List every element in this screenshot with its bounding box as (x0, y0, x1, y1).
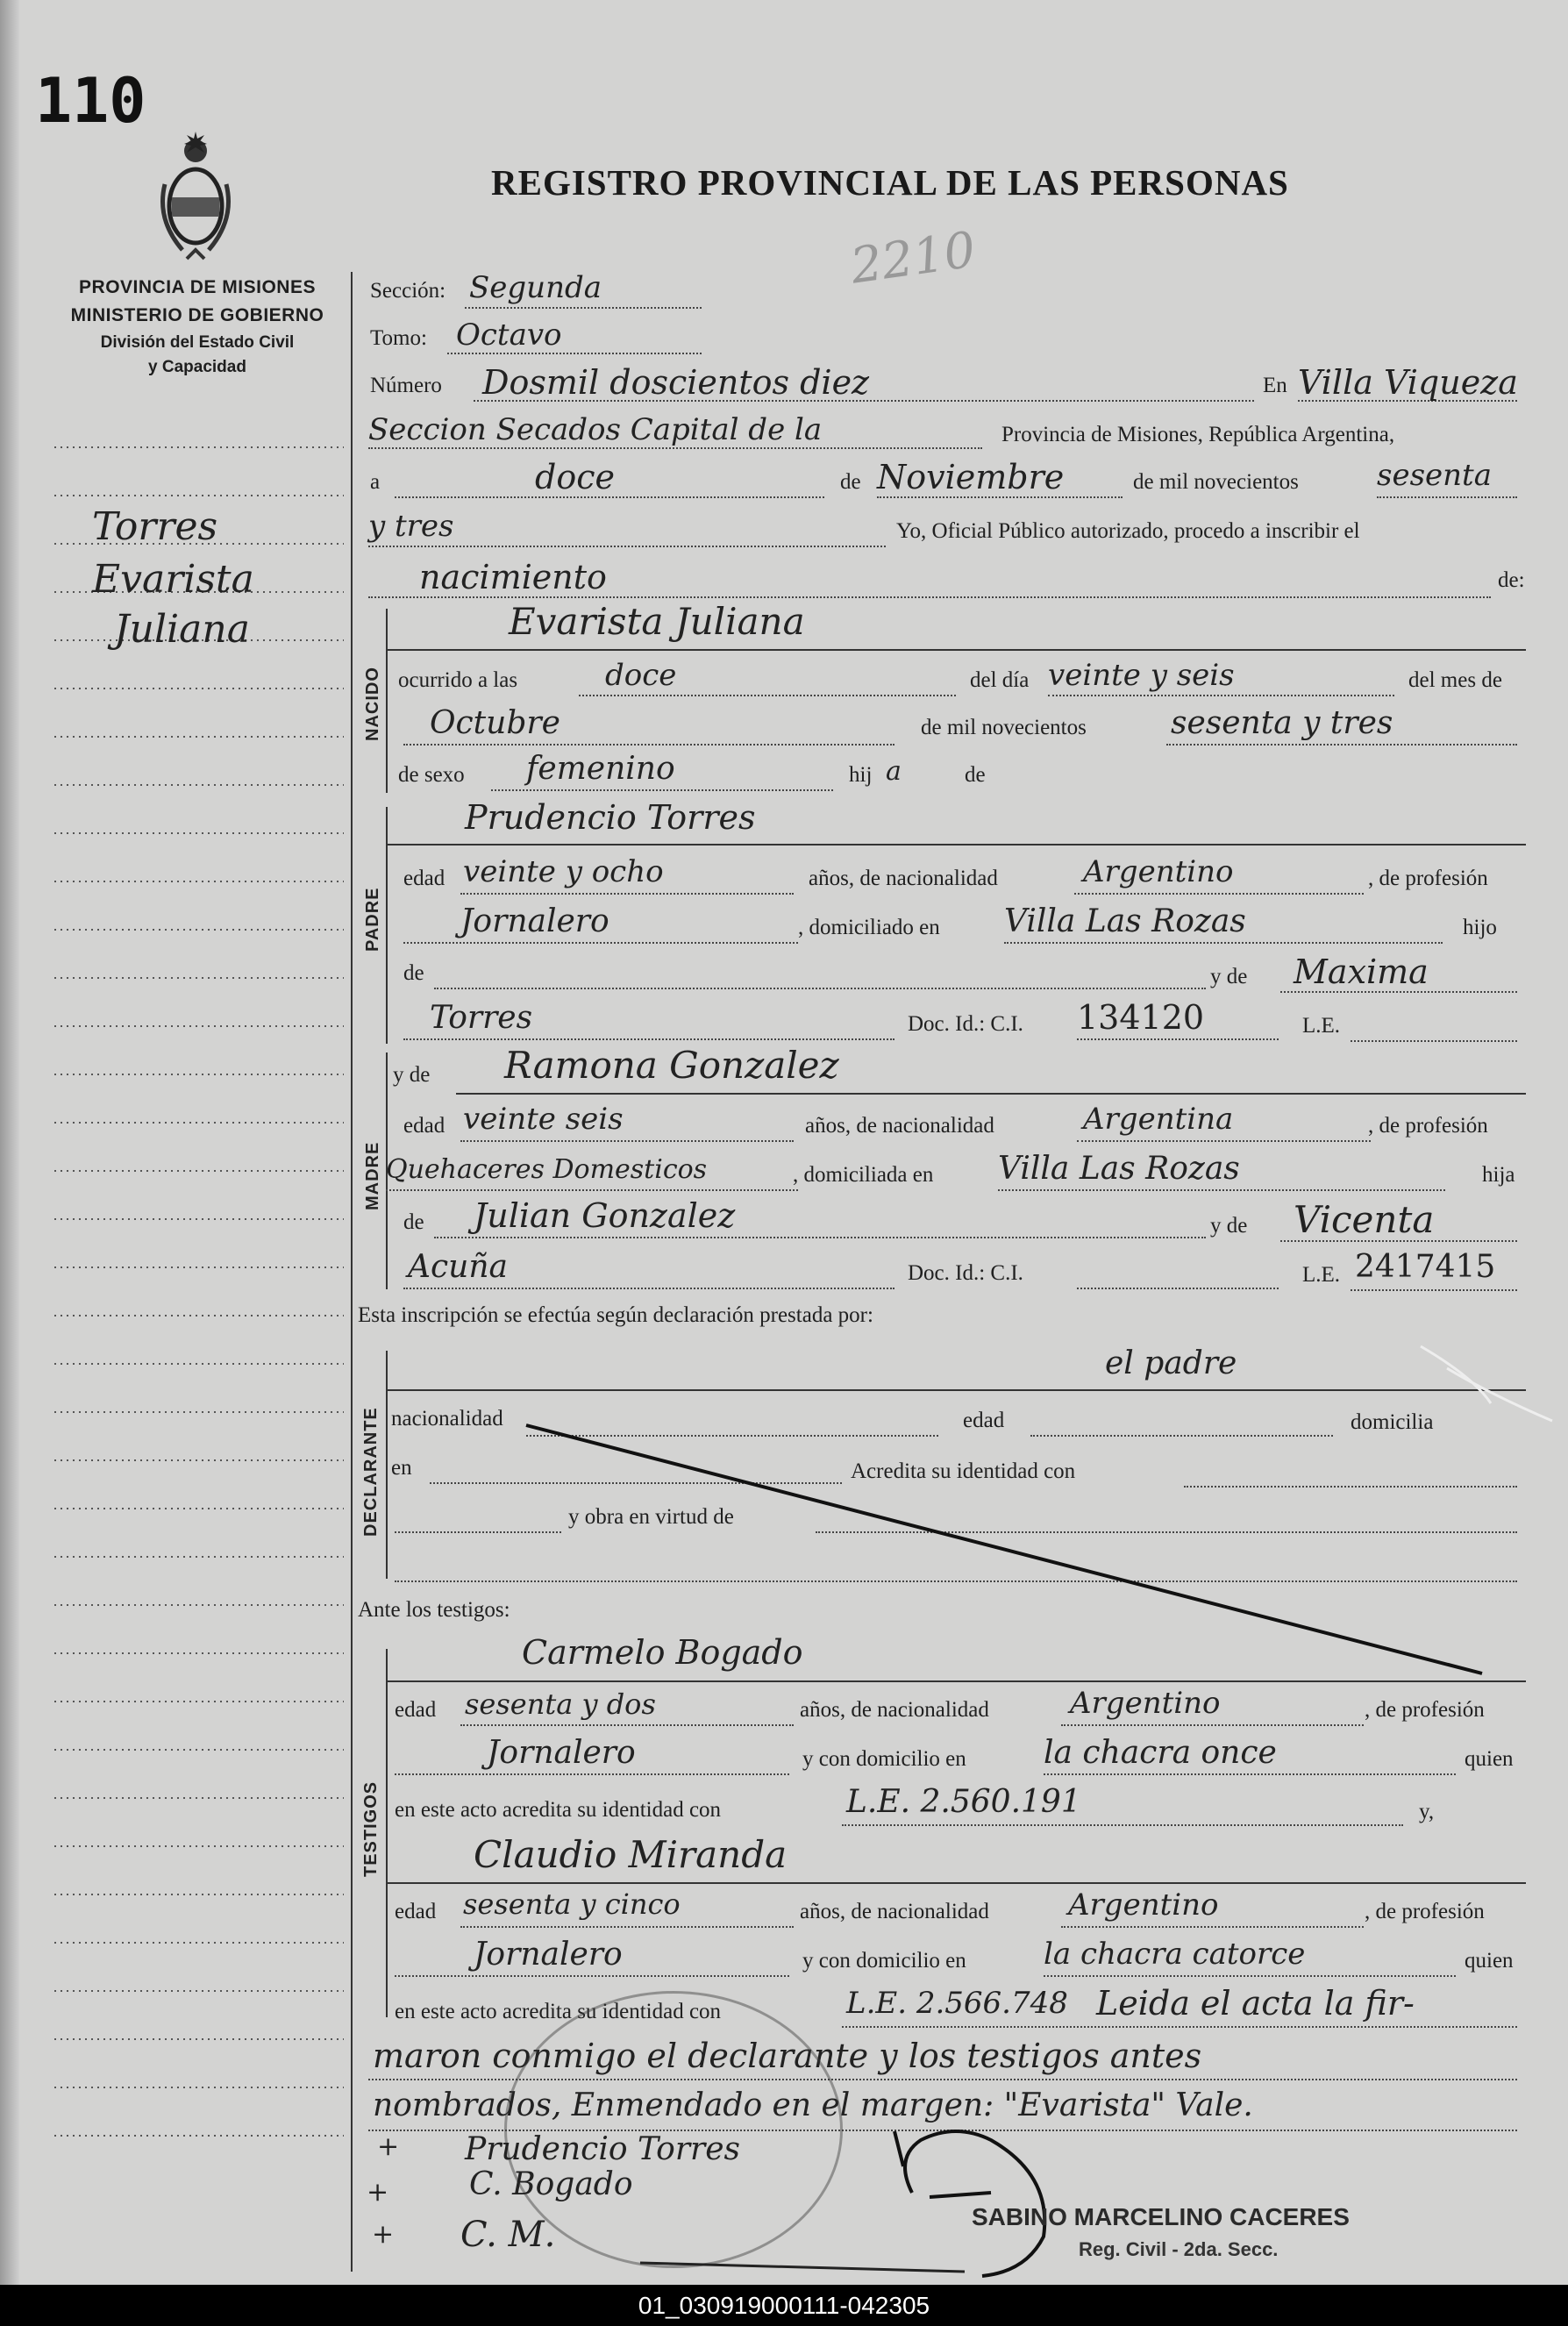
t1-y-label: y, (1419, 1800, 1435, 1823)
padre-hijo-label: hijo (1463, 916, 1497, 939)
hora-value: doce (605, 658, 677, 693)
en-label: En (1263, 374, 1287, 397)
hijo-value: a (886, 756, 902, 787)
anio-label: de mil novecientos (921, 716, 1087, 739)
decl-acredita-label: Acredita su identidad con (851, 1459, 1076, 1483)
closing-line-3: nombrados, Enmendado en el margen: "Evarista" Vale. (373, 2087, 1253, 2123)
madre-nac-label: años, de nacionalidad (805, 1114, 994, 1138)
madre-edad-value: veinte seis (463, 1102, 624, 1137)
declarante-side-title: DECLARANTE (361, 1407, 381, 1537)
signature-witness-2: C. M. (460, 2215, 556, 2255)
tomo-value: Octavo (456, 318, 562, 353)
t2-dom-value: la chacra catorce (1044, 1937, 1306, 1972)
madre-name: Ramona Gonzalez (504, 1044, 839, 1087)
signature-mark-2: + (367, 2177, 389, 2208)
t1-acr-label: en este acto acredita su identidad con (395, 1798, 722, 1822)
closing-line-1: Leida el acta la fir- (1096, 1984, 1415, 2023)
padre-madre-value: Maxima (1294, 953, 1429, 991)
t1-dom-value: la chacra once (1044, 1735, 1277, 1771)
decl-en-label: en (391, 1456, 412, 1480)
padre-apellido-value: Torres (430, 1000, 533, 1036)
dia-value: veinte y seis (1048, 658, 1235, 693)
padre-edad-label: edad (403, 867, 445, 890)
padre-le-label: L.E. (1302, 1014, 1341, 1038)
decl-edad-label: edad (963, 1409, 1005, 1432)
page-number: 110 (35, 65, 146, 137)
padre-doc-label: Doc. Id.: C.I. (908, 1012, 1023, 1036)
t1-quien-label: quien (1465, 1747, 1514, 1771)
t2-prof-label: , de profesión (1365, 1900, 1485, 1923)
declarante-name: el padre (1105, 1345, 1237, 1381)
agency-division: División del Estado Civil (100, 333, 295, 352)
decl-nac-label: nacionalidad (391, 1407, 503, 1431)
t1-nac-value: Argentino (1070, 1686, 1221, 1721)
margin-name-2: Juliana (114, 607, 250, 652)
sexo-value: femenino (526, 751, 675, 787)
year-value: sesenta (1377, 458, 1492, 493)
madre-dom-value: Villa Las Rozas (998, 1151, 1240, 1187)
t2-nac-value: Argentino (1068, 1887, 1219, 1923)
a-label: a (370, 470, 381, 494)
padre-edad-value: veinte y ocho (463, 854, 664, 889)
tomo-label: Tomo: (370, 326, 427, 350)
closing-line-2: maron conmigo el declarante y los testigos antes (373, 2037, 1202, 2075)
t1-edad-value: sesenta y dos (465, 1687, 656, 1721)
nacido-side-title: NACIDO (363, 667, 382, 741)
t1-dom-label: y con domicilio en (802, 1747, 966, 1771)
t1-doc-value: L.E. 2.560.191 (846, 1784, 1081, 1820)
hijo-de-label: de (965, 763, 986, 787)
t2-dom-label: y con domicilio en (802, 1949, 966, 1973)
padre-prof-value: Jornalero (460, 903, 609, 939)
padre-side-title: PADRE (363, 887, 382, 952)
padre-name: Prudencio Torres (465, 798, 756, 837)
place-value: Seccion Secados Capital de la (368, 412, 823, 447)
madre-edad-label: edad (403, 1114, 445, 1138)
t1-prof-value: Jornalero (487, 1735, 636, 1771)
signature-witness-1: C. Bogado (469, 2166, 633, 2202)
de-label: de (840, 470, 861, 494)
padre-doc-value: 134120 (1077, 998, 1205, 1037)
agency-capacity: y Capacidad (148, 358, 246, 376)
padre-nac-value: Argentino (1083, 854, 1234, 889)
madre-padre-value: Julian Gonzalez (474, 1196, 736, 1235)
margin-surname: Torres (92, 504, 218, 549)
agency-ministry: MINISTERIO DE GOBIERNO (70, 305, 324, 325)
document-title: REGISTRO PROVINCIAL DE LAS PERSONAS (491, 162, 1289, 203)
signature-mark-3: + (372, 2219, 395, 2250)
testigos-side-title: TESTIGOS (361, 1780, 381, 1877)
t2-acr-label: en este acto acredita su identidad con (395, 2000, 722, 2023)
dia-label: del día (970, 668, 1030, 692)
testigos-intro: Ante los testigos: (358, 1598, 510, 1622)
padre-yde-label: y de (1210, 965, 1248, 988)
madre-nac-value: Argentina (1083, 1102, 1234, 1137)
seccion-label: Sección: (370, 279, 446, 303)
decl-virtud-label: y obra en virtud de (568, 1505, 734, 1529)
decl-dom-label: domicilia (1351, 1410, 1434, 1434)
t1-edad-label: edad (395, 1698, 437, 1722)
en-value: Villa Viqueza (1298, 363, 1518, 402)
t1-name: Carmelo Bogado (522, 1633, 803, 1672)
month-value: Noviembre (877, 458, 1065, 496)
madre-prof-value: Quehaceres Domesticos (386, 1154, 708, 1185)
t2-nac-label: años, de nacionalidad (800, 1900, 989, 1923)
t2-prof-value: Jornalero (474, 1937, 623, 1973)
de-colon-label: de: (1498, 568, 1525, 592)
madre-doc-label: Doc. Id.: C.I. (908, 1261, 1023, 1285)
image-id-caption: 01_030919000111-042305 (0, 2285, 1568, 2326)
seccion-value: Segunda (469, 270, 602, 305)
acto-value: nacimiento (419, 558, 607, 596)
yo-label: Yo, Oficial Público autorizado, procedo a inscribir el (896, 519, 1360, 543)
numero-label: Número (370, 374, 442, 397)
padre-nac-label: años, de nacionalidad (809, 867, 998, 890)
t2-name: Claudio Miranda (474, 1833, 788, 1876)
signature-mark-1: + (377, 2131, 400, 2162)
madre-side-title: MADRE (363, 1141, 382, 1210)
stamp-official-name: SABINO MARCELINO CACERES (972, 2203, 1350, 2230)
t2-edad-label: edad (395, 1900, 437, 1923)
hijo-label: hij (849, 763, 873, 787)
a-value: doce (535, 458, 615, 496)
madre-yde2-label: y de (1210, 1214, 1248, 1238)
madre-dom-label: , domiciliada en (793, 1163, 934, 1187)
mil-label: de mil novecientos (1133, 470, 1299, 494)
mes-value: Octubre (430, 705, 560, 741)
numero-value: Dosmil doscientos diez (482, 363, 870, 402)
madre-le-value: 2417415 (1355, 1249, 1496, 1285)
madre-le-label: L.E. (1302, 1263, 1341, 1287)
madre-madre-value: Vicenta (1294, 1198, 1435, 1241)
padre-dom-label: , domiciliado en (798, 916, 940, 939)
t1-prof-label: , de profesión (1365, 1698, 1485, 1722)
anio-value: sesenta y tres (1171, 705, 1393, 741)
t1-nac-label: años, de nacionalidad (800, 1698, 989, 1722)
stamp-office: Reg. Civil - 2da. Secc. (1079, 2238, 1279, 2260)
madre-hija-label: hija (1482, 1163, 1515, 1187)
provincia-label: Provincia de Misiones, República Argentina, (1001, 423, 1395, 446)
year-value-2: y tres (368, 509, 454, 544)
mes-label: del mes de (1408, 668, 1502, 692)
declaracion-intro: Esta inscripción se efectúa según declaración prestada por: (358, 1303, 873, 1327)
margin-name-1: Evarista (92, 557, 254, 602)
signature-declarant: Prudencio Torres (465, 2131, 741, 2167)
madre-de-label: de (403, 1210, 424, 1234)
t2-edad-value: sesenta y cinco (463, 1887, 681, 1921)
hora-label: ocurrido a las (398, 668, 518, 692)
madre-apellido-value: Acuña (408, 1249, 508, 1285)
agency-province: PROVINCIA DE MISIONES (79, 277, 316, 297)
madre-yde-label: y de (393, 1063, 431, 1087)
madre-prof-label: , de profesión (1368, 1114, 1488, 1138)
padre-dom-value: Villa Las Rozas (1004, 903, 1246, 939)
t2-doc-value: L.E. 2.566.748 (846, 1986, 1068, 2021)
padre-prof-label: , de profesión (1368, 867, 1488, 890)
padre-de-label: de (403, 961, 424, 985)
nacido-name: Evarista Juliana (509, 600, 805, 643)
pencil-annotation: 2210 (847, 221, 980, 296)
t2-quien-label: quien (1465, 1949, 1514, 1973)
sexo-label: de sexo (398, 763, 465, 787)
